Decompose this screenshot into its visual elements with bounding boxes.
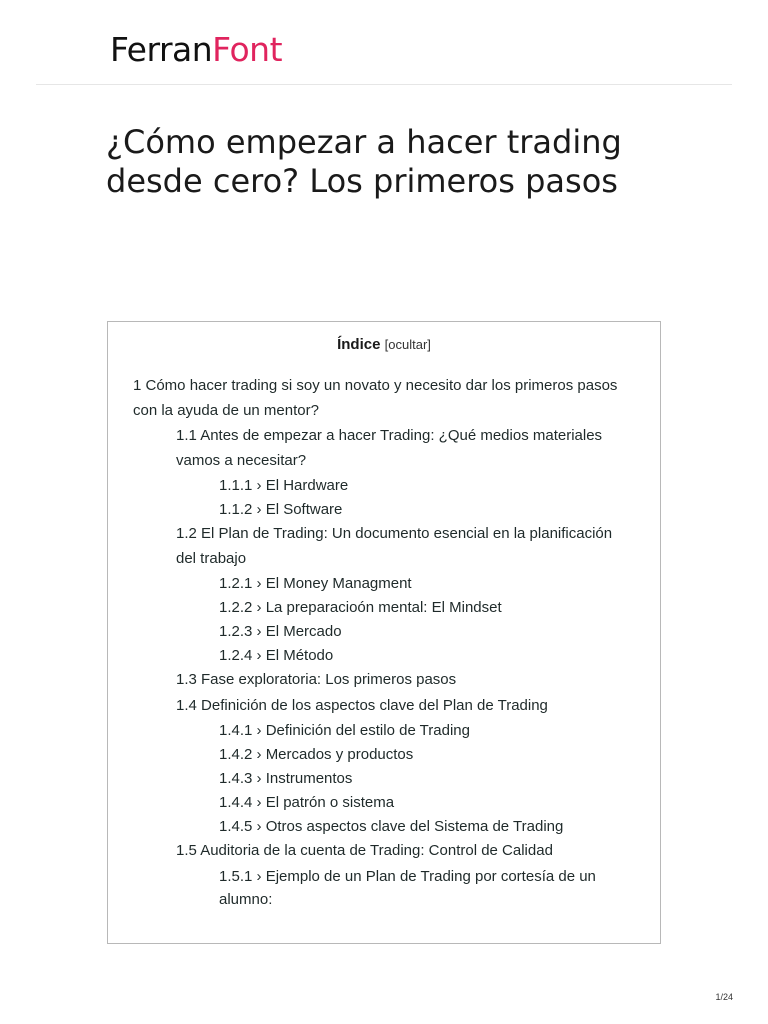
toc-link-level-1[interactable]: 1 Cómo hacer trading si soy un novato y necesito dar los primeros pasos con la ayuda de un mentor? (133, 377, 618, 419)
toc-link-level-3[interactable]: 1.1.2 › El Software (219, 501, 343, 518)
toc-link-level-3[interactable]: 1.2.3 › El Mercado (219, 623, 342, 640)
toc-link-level-2[interactable]: 1.3 Fase exploratoria: Los primeros pasos (176, 671, 457, 688)
toc-link-level-3[interactable]: 1.4.2 › Mercados y productos (219, 746, 414, 763)
toc-hide-link[interactable]: ocultar (388, 337, 428, 352)
toc-toggle (385, 337, 431, 352)
site-logo[interactable] (110, 30, 282, 70)
toc-header (108, 335, 660, 355)
toc-link-level-3[interactable]: 1.2.2 › La preparacioón mental: El Mindset (219, 599, 502, 616)
toc-link-level-3[interactable]: 1.2.4 › El Método (219, 647, 334, 664)
page-number: 1/24 (715, 992, 733, 1002)
logo-text-primary: Ferran (110, 30, 213, 69)
toc-list (108, 374, 660, 912)
toc-link-level-3[interactable]: 1.4.5 › Otros aspectos clave del Sistema de Trading (219, 818, 564, 835)
toc-toggle-open-bracket: [ (384, 337, 389, 352)
toc-link-level-3[interactable]: 1.4.4 › El patrón o sistema (219, 794, 395, 811)
toc-link-level-3[interactable]: 1.4.3 › Instrumentos (219, 770, 353, 787)
logo-text-accent: Font (212, 30, 283, 69)
toc-link-level-3[interactable]: 1.2.1 › El Money Managment (219, 575, 412, 592)
toc-link-level-2[interactable]: 1.2 El Plan de Trading: Un documento esencial en la planificación del trabajo (176, 525, 613, 567)
toc-link-level-2[interactable]: 1.4 Definición de los aspectos clave del Plan de Trading (176, 696, 548, 714)
toc-link-level-3[interactable]: 1.5.1 › Ejemplo de un Plan de Trading por cortesía de un alumno: (219, 867, 596, 908)
toc-toggle-close-bracket: ] (427, 337, 431, 352)
toc-link-level-3[interactable]: 1.4.1 › Definición del estilo de Trading (219, 722, 470, 739)
article-title: ¿Cómo empezar a hacer trading desde cero? Los primeros pasos (106, 123, 622, 200)
table-of-contents (107, 321, 661, 944)
header-divider (36, 84, 732, 85)
toc-link-level-2[interactable]: 1.5 Auditoria de la cuenta de Trading: Control de Calidad (176, 842, 553, 859)
toc-link-level-2[interactable]: 1.1 Antes de empezar a hacer Trading: ¿Qué medios materiales vamos a necesitar? (176, 427, 603, 469)
toc-title: Índice (337, 336, 381, 353)
toc-link-level-3[interactable]: 1.1.1 › El Hardware (219, 477, 349, 494)
